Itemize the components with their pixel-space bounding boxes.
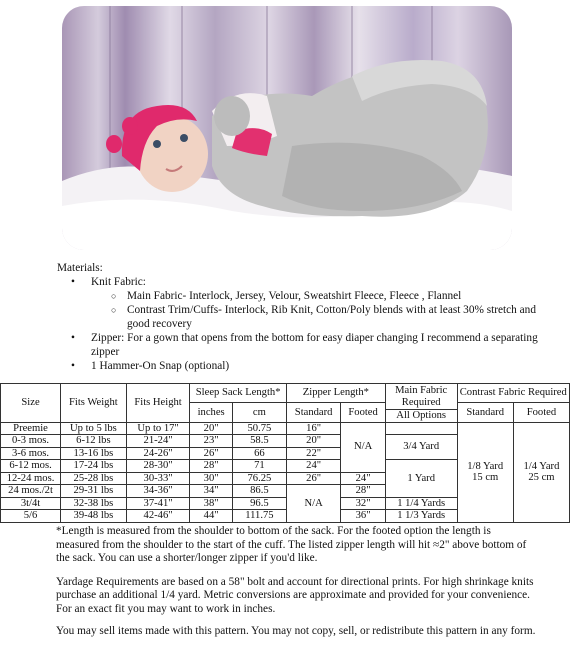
cell-main-fabric-34: 3/4 Yard bbox=[385, 435, 457, 460]
cell-zipper-standard: 22" bbox=[286, 447, 340, 460]
header-main-fabric bbox=[385, 384, 457, 423]
header-size: Size bbox=[1, 384, 61, 423]
materials-item bbox=[57, 359, 547, 373]
cell-height: 42-46" bbox=[126, 510, 190, 523]
materials-section bbox=[57, 261, 547, 373]
cell-height: 30-33" bbox=[126, 472, 190, 485]
materials-item-label: 1 Hammer-On Snap (optional) bbox=[91, 360, 230, 372]
cell-inches: 26" bbox=[190, 447, 232, 460]
yardage-note: Yardage Requirements are based on a 58" bolt and account for directional prints. For high shrinkage knits purchase an additional 1/4 yard. Metric conversions are approximate and provided for your convenience. For an exact fit you may want to work in inches. bbox=[56, 575, 534, 615]
header-zipper-footed: Footed bbox=[341, 403, 386, 422]
cell-main-fabric: 1 1/3 Yards bbox=[385, 510, 457, 523]
table-header-row bbox=[1, 384, 570, 403]
cell-inches: 30" bbox=[190, 472, 232, 485]
product-photo bbox=[62, 6, 512, 250]
cell-size: 5/6 bbox=[1, 510, 61, 523]
cell-zipper-standard: 26" bbox=[286, 472, 340, 485]
size-chart-table bbox=[0, 383, 570, 523]
header-fits-weight: Fits Weight bbox=[61, 384, 127, 423]
circle-bullet-icon: ○ bbox=[111, 305, 117, 315]
materials-item-label: Zipper: For a gown that opens from the bottom for easy diaper changing I recommend a separating zipper bbox=[91, 332, 538, 358]
cell-cm: 66 bbox=[232, 447, 286, 460]
materials-subitem-label: Contrast Trim/Cuffs- Interlock, Rib Knit, Cotton/Poly blends with at least 30% stretch and good recovery bbox=[127, 304, 536, 330]
materials-subitem bbox=[57, 303, 547, 331]
cell-zipper-standard: 16" bbox=[286, 422, 340, 435]
header-cm: cm bbox=[232, 403, 286, 422]
circle-bullet-icon: ○ bbox=[111, 291, 117, 301]
cell-weight: 17-24 lbs bbox=[61, 460, 127, 473]
cell-zipper-footed: 36" bbox=[341, 510, 386, 523]
cell-zipper-standard-na: N/A bbox=[286, 485, 340, 523]
cell-weight: 29-31 lbs bbox=[61, 485, 127, 498]
header-all-options: All Options bbox=[396, 410, 447, 421]
header-fits-height: Fits Height bbox=[126, 384, 190, 423]
cell-main-fabric bbox=[385, 422, 457, 435]
table-row bbox=[1, 422, 570, 435]
cell-inches: 28" bbox=[190, 460, 232, 473]
cell-cm: 50.75 bbox=[232, 422, 286, 435]
cell-zipper-footed: 28" bbox=[341, 485, 386, 498]
cell-zipper-standard: 24" bbox=[286, 460, 340, 473]
cell-zipper-footed: 24" bbox=[341, 472, 386, 485]
cell-cm: 111.75 bbox=[232, 510, 286, 523]
cell-inches: 20" bbox=[190, 422, 232, 435]
cell-contrast-footed: 1/4 Yard 25 cm bbox=[513, 422, 569, 522]
cell-height: 21-24" bbox=[126, 435, 190, 448]
cell-zipper-standard: 20" bbox=[286, 435, 340, 448]
cell-size: 0-3 mos. bbox=[1, 435, 61, 448]
baby-photo-illustration bbox=[62, 6, 512, 250]
bullet-icon: • bbox=[71, 332, 75, 344]
cell-inches: 34" bbox=[190, 485, 232, 498]
materials-subitem-label: Main Fabric- Interlock, Jersey, Velour, Sweatshirt Fleece, Fleece , Flannel bbox=[127, 290, 462, 302]
cell-cm: 76.25 bbox=[232, 472, 286, 485]
cell-zipper-footed: 32" bbox=[341, 497, 386, 510]
cell-main-fabric: 1 1/4 Yards bbox=[385, 497, 457, 510]
cell-height: 28-30" bbox=[126, 460, 190, 473]
cell-height: 37-41" bbox=[126, 497, 190, 510]
cell-size: 3-6 mos. bbox=[1, 447, 61, 460]
cell-size: 12-24 mos. bbox=[1, 472, 61, 485]
header-sleep-sack-length: Sleep Sack Length* bbox=[190, 384, 287, 403]
cell-size: 24 mos./2t bbox=[1, 485, 61, 498]
cell-weight: 13-16 lbs bbox=[61, 447, 127, 460]
cell-cm: 96.5 bbox=[232, 497, 286, 510]
cell-contrast-standard: 1/8 Yard 15 cm bbox=[457, 422, 513, 522]
cell-weight: Up to 5 lbs bbox=[61, 422, 127, 435]
cell-inches: 38" bbox=[190, 497, 232, 510]
cell-size: Preemie bbox=[1, 422, 61, 435]
header-zipper-length: Zipper Length* bbox=[286, 384, 385, 403]
materials-subitem bbox=[57, 289, 547, 303]
cell-weight: 32-38 lbs bbox=[61, 497, 127, 510]
bullet-icon: • bbox=[71, 360, 75, 372]
cell-weight: 25-28 lbs bbox=[61, 472, 127, 485]
cell-inches: 23" bbox=[190, 435, 232, 448]
header-zipper-standard: Standard bbox=[286, 403, 340, 422]
cell-weight: 39-48 lbs bbox=[61, 510, 127, 523]
cell-size: 6-12 mos. bbox=[1, 460, 61, 473]
cell-height: 24-26" bbox=[126, 447, 190, 460]
cell-main-fabric-1: 1 Yard bbox=[385, 460, 457, 498]
header-contrast-footed: Footed bbox=[513, 403, 569, 422]
cell-cm: 86.5 bbox=[232, 485, 286, 498]
cell-weight: 6-12 lbs bbox=[61, 435, 127, 448]
cell-zipper-footed-na: N/A bbox=[341, 422, 386, 472]
license-note: You may sell items made with this pattern. You may not copy, sell, or redistribute this pattern in any form. bbox=[56, 624, 536, 637]
cell-size: 3t/4t bbox=[1, 497, 61, 510]
materials-item-label: Knit Fabric: bbox=[91, 276, 146, 288]
header-contrast-standard: Standard bbox=[457, 403, 513, 422]
cell-height: 34-36" bbox=[126, 485, 190, 498]
header-inches: inches bbox=[190, 403, 232, 422]
length-note: *Length is measured from the shoulder to bottom of the sack. For the footed option the length is measured from the shoulder to the start of the cuff. The listed zipper length will hit ≈2" above bottom of the sack. You can use a shorter/longer zipper if you'd like. bbox=[56, 525, 527, 565]
cell-inches: 44" bbox=[190, 510, 232, 523]
header-contrast-fabric: Contrast Fabric Required bbox=[457, 384, 569, 403]
notes-section bbox=[56, 525, 536, 646]
header-main-fabric-label: Main Fabric Required bbox=[386, 384, 457, 410]
cell-cm: 58.5 bbox=[232, 435, 286, 448]
bullet-icon: • bbox=[71, 276, 75, 288]
cell-height: Up to 17" bbox=[126, 422, 190, 435]
materials-item bbox=[57, 331, 547, 359]
materials-item bbox=[57, 275, 547, 289]
cell-cm: 71 bbox=[232, 460, 286, 473]
materials-heading: Materials: bbox=[57, 262, 103, 274]
